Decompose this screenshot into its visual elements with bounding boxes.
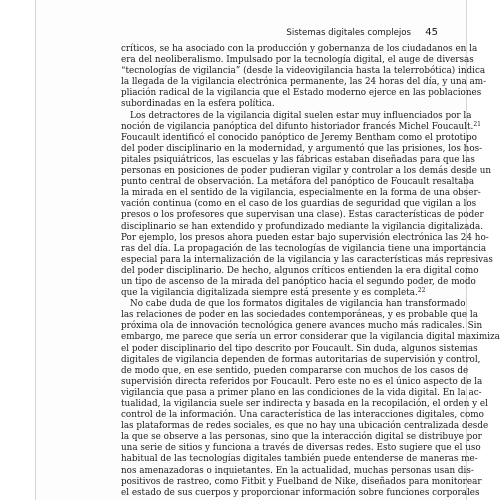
text-line: la llegada de la vigilancia electrónica permanente, las 24 horas del día, y una am- bbox=[121, 77, 487, 88]
text-line: No cabe duda de que los formatos digitales de vigilancia han transformado bbox=[130, 299, 466, 310]
text-line: próxima ola de innovación tecnológica genere avances mucho más radicales. Sin bbox=[121, 321, 483, 332]
footnote-ref[interactable]: 21 bbox=[473, 120, 481, 128]
text-line: era del neoliberalismo. Impulsado por la tecnología digital, el auge de diversas bbox=[121, 55, 474, 66]
text-line: una serie de sitios y funciona a través de diversas redes. Esto sugiere que el uso bbox=[121, 443, 481, 454]
text-line: “tecnologías de vigilancia” (desde la videovigilancia hasta la telerrobótica) indica bbox=[121, 66, 486, 77]
running-header bbox=[121, 24, 441, 40]
text-line: las relaciones de poder en las sociedades contemporáneas, y es probable que la bbox=[121, 310, 478, 321]
text-line: del poder disciplinario. De hecho, algunos críticos entienden la era digital como bbox=[121, 265, 479, 276]
text-line: pliación radical de la vigilancia que el Estado moderno ejerce en las poblaciones bbox=[121, 88, 482, 99]
text-line: supervisión directa referidos por Foucault. Pero este no es el único aspecto de la bbox=[121, 376, 483, 387]
page-number: 45 bbox=[425, 27, 438, 38]
text-line bbox=[121, 288, 441, 299]
text-line bbox=[121, 120, 481, 133]
text-line: control de la información. Una característica de las interacciones digitales, como bbox=[121, 410, 484, 421]
body-text bbox=[121, 44, 500, 499]
text-line: vigilancia que pasa a primer plano en las condiciones de la vida digital. En la ac- bbox=[121, 387, 482, 398]
text-line: digitales de vigilancia dependen de formas autoritarias de supervisión y control, bbox=[121, 354, 481, 365]
footnote-ref[interactable]: 22 bbox=[417, 287, 426, 295]
text-line: la mirada en el sentido de la vigilancia, especialmente en la forma de una obser- bbox=[121, 188, 481, 199]
text-line: positivos de rastreo, como Fitbit y Fuelband de Nike, diseñados para monitorear bbox=[121, 476, 482, 487]
text-line: habitual de las tecnologías digitales también puede entenderse de maneras me- bbox=[121, 454, 478, 465]
line-text: noción de vigilancia panóptica del difunto historiador francés Michel Foucault. bbox=[121, 121, 474, 132]
text-line: un tipo de ascenso de la mirada del panóptico hacia el segundo poder, de modo bbox=[121, 276, 476, 287]
text-line: tualidad, la vigilancia suele ser indirecta y basada en la recopilación, el orden y el bbox=[121, 399, 488, 409]
running-title: Sistemas digitales complejos bbox=[286, 28, 411, 38]
text-line: presos o los profesores que supervisan una clase). Estas características de poder bbox=[121, 210, 484, 221]
text-line: Foucault identificó el conocido panóptico de Jeremy Bentham como el prototipo bbox=[121, 132, 477, 143]
text-line: subordinadas en la esfera política. bbox=[121, 99, 275, 110]
text-line: la que se observe a las personas, sino que la interacción digital se distribuye por bbox=[121, 432, 482, 443]
text-line: el estado de sus cuerpos y proporcionar información sobre funciones corporales bbox=[121, 487, 480, 498]
book-page bbox=[35, 0, 500, 500]
text-line: nos amenazadoras o inquietantes. En la actualidad, muchas personas usan dis- bbox=[121, 465, 474, 476]
text-line: embargo, me parece que sería un error considerar que la vigilancia digital maximiza bbox=[121, 332, 500, 343]
text-line: personas en posiciones de poder pudieran vigilar y controlar a los demás desde un bbox=[121, 166, 492, 177]
text-line: punto central de observación. La metáfora del panóptico de Foucault resaltaba bbox=[121, 177, 475, 188]
text-line: Los detractores de la vigilancia digital suelen estar muy influenciados por la bbox=[130, 110, 472, 121]
text-line: del poder disciplinario en la modernidad, y argumentó que las prisiones, los hos- bbox=[121, 143, 483, 154]
text-line: de modo que, en ese sentido, pueden compararse con muchos de los casos de bbox=[121, 365, 469, 376]
text-line: críticos, se ha asociado con la producción y gobernanza de los ciudadanos en la bbox=[121, 44, 478, 54]
text-line: especial para la internalización de la vigilancia y las características más represivas bbox=[121, 254, 493, 265]
text-line: pitales psiquiátricos, las escuelas y las fábricas estaban diseñadas para que las bbox=[121, 154, 475, 165]
text-line: disciplinario se han extendido y profundizado mediante la vigilancia digitalizada. bbox=[121, 221, 484, 232]
text-line: las plataformas de redes sociales, es que no hay una ubicación centralizada desde bbox=[121, 421, 489, 432]
line-text: que la vigilancia digitalizada siempre está presente y es completa. bbox=[121, 288, 418, 299]
text-line: ras del día. La propagación de las tecnologías de vigilancia tiene una importancia bbox=[121, 243, 487, 254]
text-line: vación continua (como en el caso de los guardias de seguridad que vigilan a los bbox=[121, 199, 477, 210]
text-line: Por ejemplo, los presos ahora pueden estar bajo supervisión electrónica las 24 ho- bbox=[121, 232, 489, 243]
text-line: el poder disciplinario del tipo descrito por Foucault. Sin duda, algunos sistemas bbox=[121, 343, 478, 354]
